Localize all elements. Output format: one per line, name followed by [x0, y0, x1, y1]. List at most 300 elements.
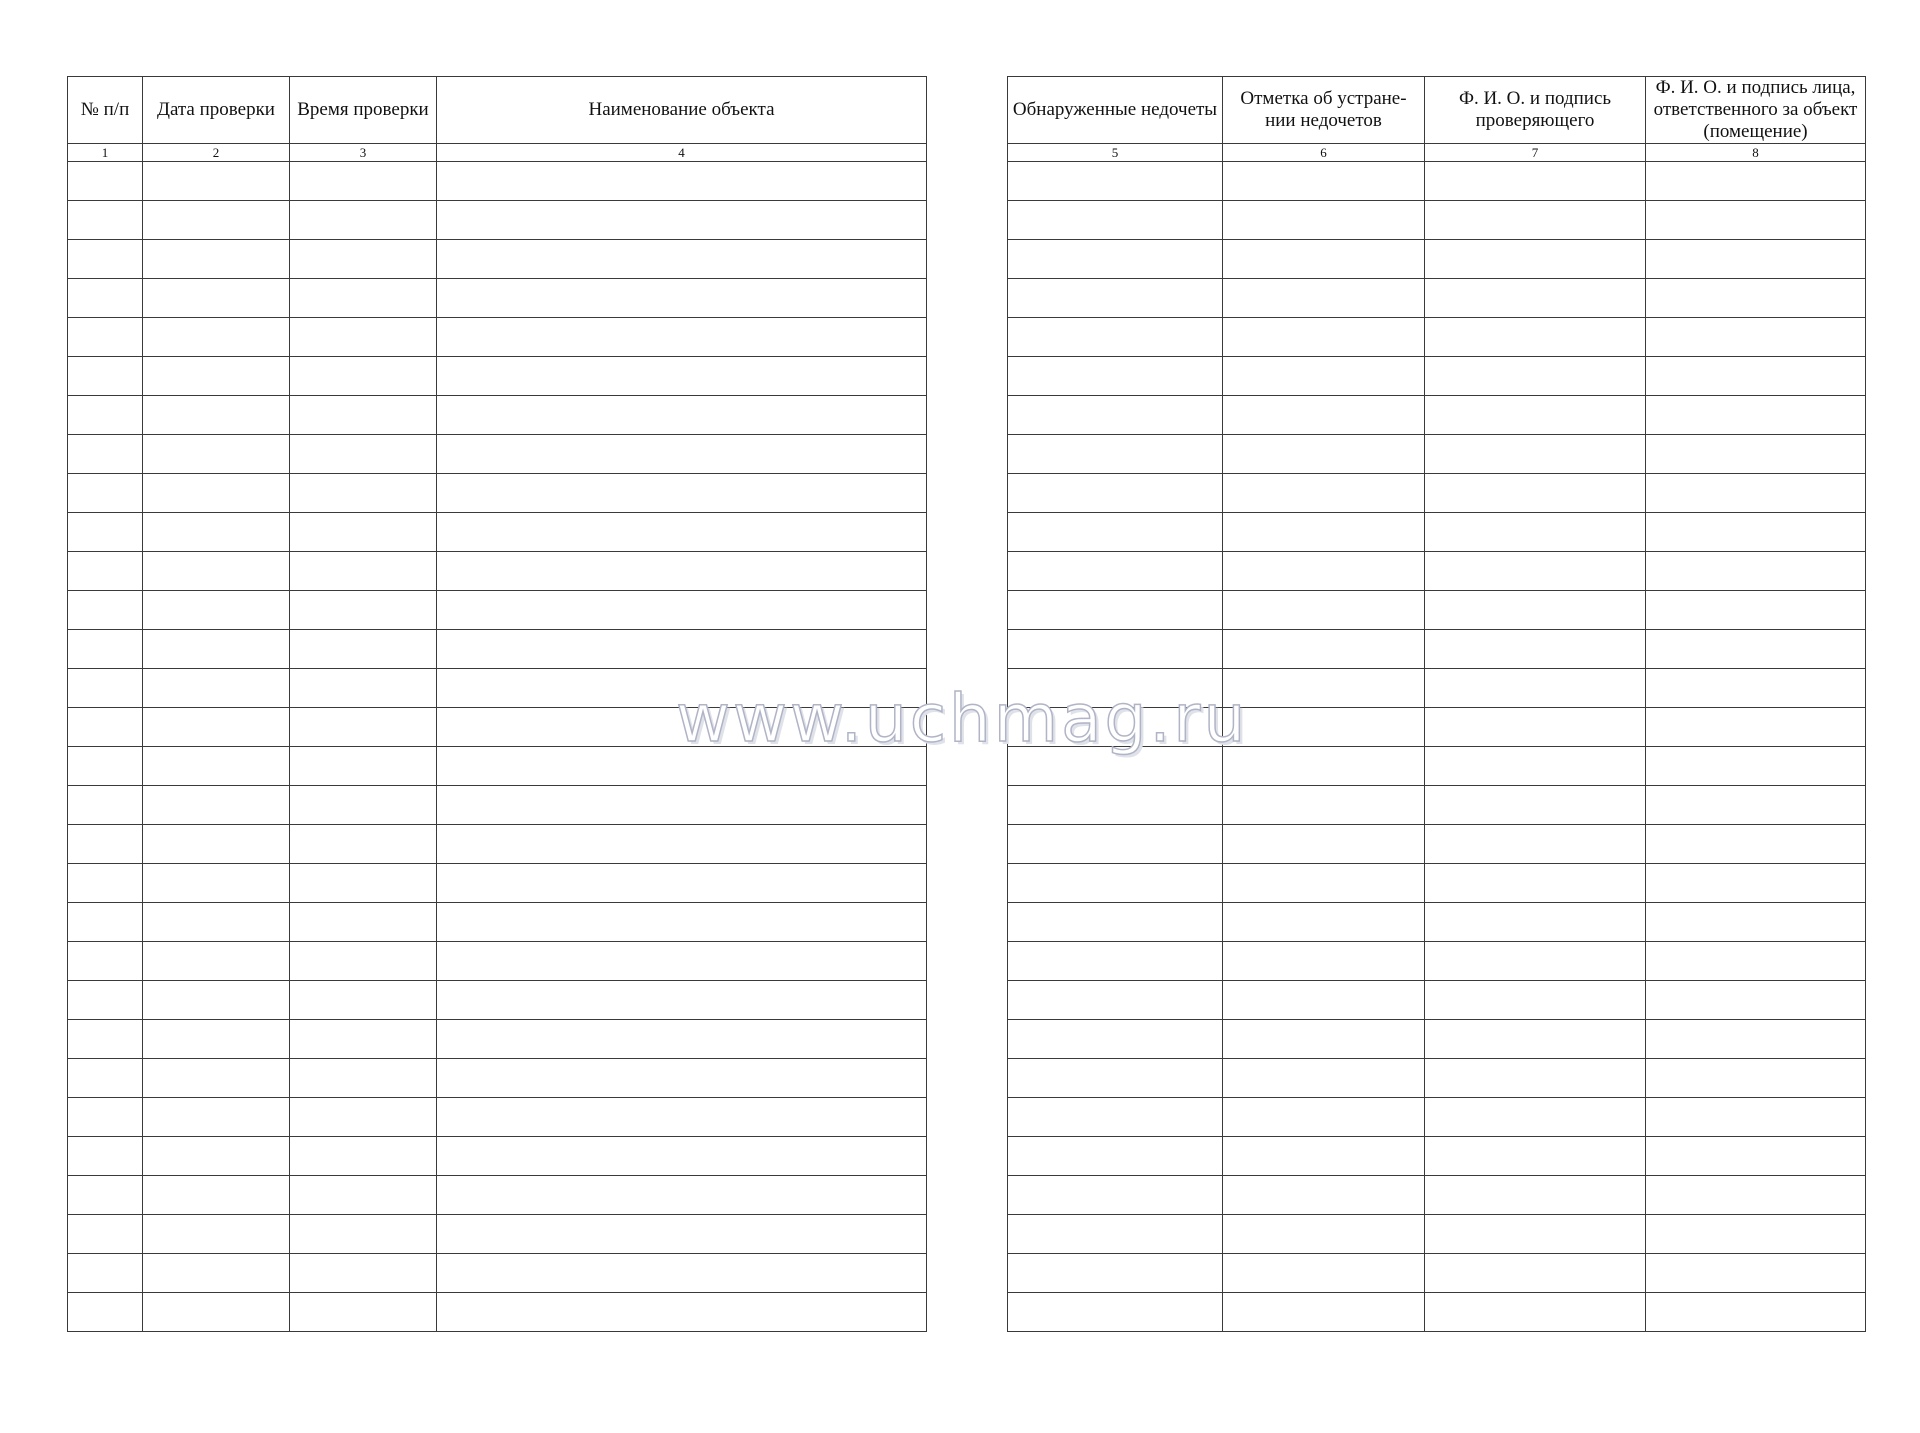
table-cell	[290, 201, 437, 240]
table-cell	[290, 747, 437, 786]
table-cell	[1223, 864, 1425, 903]
table-cell	[1646, 708, 1866, 747]
table-cell	[290, 474, 437, 513]
table-cell	[143, 669, 290, 708]
table-cell	[68, 981, 143, 1020]
table-cell	[143, 708, 290, 747]
table-cell	[143, 1020, 290, 1059]
table-cell	[1008, 591, 1223, 630]
table-cell	[1008, 1176, 1223, 1215]
table-cell	[1223, 474, 1425, 513]
table-row	[1008, 513, 1866, 552]
table-cell	[1425, 357, 1646, 396]
table-row	[68, 747, 927, 786]
inspection-log-right-table	[1007, 76, 1866, 1332]
table-cell	[290, 786, 437, 825]
table-row	[68, 279, 927, 318]
table-row	[1008, 1059, 1866, 1098]
table-cell	[1425, 1254, 1646, 1293]
table-row	[1008, 708, 1866, 747]
table-cell	[1425, 747, 1646, 786]
table-cell	[1425, 435, 1646, 474]
table-cell	[143, 942, 290, 981]
table-cell	[1008, 981, 1223, 1020]
table-cell	[1646, 1098, 1866, 1137]
table-cell	[143, 1215, 290, 1254]
table-cell	[437, 864, 927, 903]
table-cell	[1646, 1137, 1866, 1176]
table-cell	[1223, 1098, 1425, 1137]
table-cell	[1425, 981, 1646, 1020]
table-cell	[1646, 279, 1866, 318]
table-cell	[1008, 318, 1223, 357]
table-cell	[1425, 630, 1646, 669]
table-cell	[1223, 981, 1425, 1020]
table-cell	[1223, 1254, 1425, 1293]
table-cell	[1223, 1215, 1425, 1254]
table-cell	[1223, 1293, 1425, 1332]
table-cell	[1008, 357, 1223, 396]
table-row	[68, 1020, 927, 1059]
table-cell	[1008, 1059, 1223, 1098]
table-cell	[143, 474, 290, 513]
table-cell	[68, 786, 143, 825]
header-cell-object-name: Наименование объекта	[437, 77, 927, 144]
table-cell	[1008, 201, 1223, 240]
table-cell	[1223, 1020, 1425, 1059]
table-cell	[1425, 162, 1646, 201]
table-cell	[1008, 786, 1223, 825]
table-cell	[1008, 903, 1223, 942]
table-cell	[1646, 1059, 1866, 1098]
table-cell	[68, 201, 143, 240]
table-cell	[68, 1176, 143, 1215]
table-row	[1008, 630, 1866, 669]
table-cell	[68, 825, 143, 864]
table-cell	[68, 279, 143, 318]
table-cell	[143, 396, 290, 435]
table-row	[1008, 1293, 1866, 1332]
table-cell	[1008, 552, 1223, 591]
table-cell	[143, 318, 290, 357]
column-number: 2	[143, 144, 290, 162]
header-cell-time: Время проверки	[290, 77, 437, 144]
column-number: 1	[68, 144, 143, 162]
table-row	[68, 591, 927, 630]
table-cell	[68, 864, 143, 903]
table-row	[1008, 162, 1866, 201]
table-cell	[437, 1254, 927, 1293]
table-cell	[143, 864, 290, 903]
table-cell	[1425, 1059, 1646, 1098]
table-cell	[1646, 591, 1866, 630]
table-cell	[290, 357, 437, 396]
table-cell	[290, 864, 437, 903]
header-cell-defects-fixed: Отметка об устране-нии недочетов	[1223, 77, 1425, 144]
header-cell-defects-found: Обнаруженные недочеты	[1008, 77, 1223, 144]
table-cell	[1425, 318, 1646, 357]
table-cell	[143, 357, 290, 396]
header-row	[68, 77, 927, 144]
table-row	[68, 1254, 927, 1293]
table-cell	[68, 1098, 143, 1137]
table-cell	[437, 1137, 927, 1176]
table-cell	[143, 240, 290, 279]
table-row	[68, 1215, 927, 1254]
table-cell	[437, 1293, 927, 1332]
table-cell	[1425, 513, 1646, 552]
table-cell	[1223, 708, 1425, 747]
table-cell	[1425, 864, 1646, 903]
table-cell	[1425, 552, 1646, 591]
table-row	[1008, 318, 1866, 357]
table-row	[68, 981, 927, 1020]
table-cell	[143, 1137, 290, 1176]
table-cell	[1425, 669, 1646, 708]
table-cell	[437, 903, 927, 942]
table-cell	[290, 396, 437, 435]
column-number: 8	[1646, 144, 1866, 162]
table-cell	[437, 942, 927, 981]
table-cell	[437, 630, 927, 669]
table-cell	[1646, 396, 1866, 435]
table-row	[1008, 591, 1866, 630]
header-cell-inspector-signature: Ф. И. О. и подпись проверяющего	[1425, 77, 1646, 144]
header-cell-number: № п/п	[68, 77, 143, 144]
table-row	[68, 318, 927, 357]
table-row	[1008, 1215, 1866, 1254]
table-cell	[1646, 318, 1866, 357]
table-cell	[1646, 240, 1866, 279]
table-cell	[68, 1137, 143, 1176]
table-cell	[437, 747, 927, 786]
table-cell	[1425, 1176, 1646, 1215]
table-cell	[1425, 1137, 1646, 1176]
table-cell	[437, 669, 927, 708]
header-row	[1008, 77, 1866, 144]
table-cell	[1425, 825, 1646, 864]
table-cell	[1008, 435, 1223, 474]
table-cell	[68, 162, 143, 201]
table-cell	[290, 825, 437, 864]
table-cell	[1223, 669, 1425, 708]
table-cell	[68, 747, 143, 786]
table-row	[68, 474, 927, 513]
table-cell	[1646, 435, 1866, 474]
table-cell	[437, 981, 927, 1020]
table-cell	[1223, 357, 1425, 396]
table-cell	[1646, 1254, 1866, 1293]
table-row	[68, 630, 927, 669]
table-cell	[1223, 240, 1425, 279]
table-cell	[1646, 786, 1866, 825]
table-cell	[143, 435, 290, 474]
table-cell	[68, 708, 143, 747]
table-cell	[1223, 1059, 1425, 1098]
table-row	[68, 435, 927, 474]
table-row	[1008, 1254, 1866, 1293]
table-cell	[68, 513, 143, 552]
table-cell	[1008, 279, 1223, 318]
table-cell	[68, 1254, 143, 1293]
table-row	[1008, 240, 1866, 279]
table-cell	[1008, 864, 1223, 903]
table-row	[1008, 1137, 1866, 1176]
table-cell	[1646, 942, 1866, 981]
table-row	[68, 1176, 927, 1215]
table-cell	[1425, 240, 1646, 279]
table-cell	[437, 1020, 927, 1059]
table-cell	[437, 1098, 927, 1137]
table-cell	[1425, 1215, 1646, 1254]
table-cell	[1223, 279, 1425, 318]
table-cell	[1223, 318, 1425, 357]
table-cell	[1008, 396, 1223, 435]
table-row	[1008, 435, 1866, 474]
table-cell	[68, 1020, 143, 1059]
table-cell	[143, 825, 290, 864]
table-cell	[143, 513, 290, 552]
table-cell	[290, 318, 437, 357]
table-cell	[290, 708, 437, 747]
table-cell	[143, 747, 290, 786]
table-row	[1008, 552, 1866, 591]
table-row	[1008, 1020, 1866, 1059]
table-cell	[143, 201, 290, 240]
site-watermark: www.uchmag.ru	[676, 680, 1249, 757]
table-cell	[437, 162, 927, 201]
table-row	[68, 786, 927, 825]
table-row	[68, 552, 927, 591]
table-cell	[68, 240, 143, 279]
table-cell	[1425, 474, 1646, 513]
table-cell	[1008, 1293, 1223, 1332]
table-row	[68, 669, 927, 708]
table-cell	[1008, 1137, 1223, 1176]
table-cell	[1425, 1020, 1646, 1059]
table-cell	[437, 318, 927, 357]
table-cell	[1223, 630, 1425, 669]
table-row	[1008, 825, 1866, 864]
table-cell	[290, 1137, 437, 1176]
table-cell	[1008, 1254, 1223, 1293]
table-row	[68, 357, 927, 396]
table-cell	[1646, 825, 1866, 864]
table-cell	[437, 1059, 927, 1098]
table-cell	[290, 1098, 437, 1137]
table-cell	[143, 1293, 290, 1332]
table-cell	[68, 474, 143, 513]
table-cell	[143, 1098, 290, 1137]
table-cell	[68, 1215, 143, 1254]
table-cell	[1425, 708, 1646, 747]
table-cell	[1008, 513, 1223, 552]
table-cell	[1223, 942, 1425, 981]
table-row	[1008, 201, 1866, 240]
table-row	[1008, 279, 1866, 318]
table-cell	[68, 669, 143, 708]
table-cell	[1008, 708, 1223, 747]
table-cell	[1646, 864, 1866, 903]
table-cell	[1008, 1098, 1223, 1137]
table-cell	[1223, 513, 1425, 552]
table-cell	[290, 903, 437, 942]
table-cell	[1425, 942, 1646, 981]
table-cell	[1008, 669, 1223, 708]
table-row	[1008, 396, 1866, 435]
table-cell	[437, 357, 927, 396]
table-cell	[437, 1215, 927, 1254]
table-cell	[437, 591, 927, 630]
table-cell	[1223, 162, 1425, 201]
table-cell	[290, 669, 437, 708]
table-row	[1008, 864, 1866, 903]
table-cell	[1223, 825, 1425, 864]
table-cell	[437, 825, 927, 864]
table-cell	[68, 942, 143, 981]
table-cell	[1646, 357, 1866, 396]
table-cell	[143, 162, 290, 201]
column-number: 3	[290, 144, 437, 162]
table-cell	[290, 630, 437, 669]
column-number-row	[68, 144, 927, 162]
table-cell	[1425, 1293, 1646, 1332]
column-number: 4	[437, 144, 927, 162]
table-cell	[1425, 903, 1646, 942]
table-cell	[1646, 201, 1866, 240]
table-cell	[68, 396, 143, 435]
table-cell	[143, 591, 290, 630]
table-row	[68, 1098, 927, 1137]
table-cell	[290, 279, 437, 318]
table-row	[1008, 981, 1866, 1020]
table-row	[68, 825, 927, 864]
table-cell	[437, 279, 927, 318]
table-cell	[290, 1215, 437, 1254]
table-cell	[290, 162, 437, 201]
table-cell	[437, 552, 927, 591]
table-cell	[1008, 240, 1223, 279]
table-cell	[143, 1059, 290, 1098]
table-cell	[1425, 396, 1646, 435]
table-cell	[1646, 1293, 1866, 1332]
table-cell	[1223, 201, 1425, 240]
table-cell	[290, 981, 437, 1020]
table-cell	[143, 552, 290, 591]
table-cell	[290, 513, 437, 552]
table-row	[1008, 1098, 1866, 1137]
table-cell	[143, 630, 290, 669]
table-cell	[290, 1293, 437, 1332]
table-row	[68, 513, 927, 552]
table-cell	[1646, 1215, 1866, 1254]
table-row	[68, 396, 927, 435]
table-cell	[437, 240, 927, 279]
table-cell	[1008, 942, 1223, 981]
table-row	[68, 162, 927, 201]
table-cell	[1223, 552, 1425, 591]
table-cell	[290, 1254, 437, 1293]
table-cell	[290, 942, 437, 981]
table-row	[1008, 357, 1866, 396]
table-cell	[1646, 162, 1866, 201]
table-cell	[68, 552, 143, 591]
table-cell	[68, 1293, 143, 1332]
table-cell	[290, 240, 437, 279]
table-cell	[1646, 630, 1866, 669]
table-cell	[437, 435, 927, 474]
table-cell	[1008, 747, 1223, 786]
table-cell	[1223, 747, 1425, 786]
table-cell	[1646, 903, 1866, 942]
table-cell	[1425, 786, 1646, 825]
table-cell	[1646, 1020, 1866, 1059]
table-cell	[1425, 591, 1646, 630]
table-cell	[68, 318, 143, 357]
table-cell	[1223, 1137, 1425, 1176]
inspection-log-left-table	[67, 76, 927, 1332]
table-cell	[437, 474, 927, 513]
table-cell	[68, 357, 143, 396]
table-row	[68, 1059, 927, 1098]
column-number: 7	[1425, 144, 1646, 162]
table-cell	[290, 552, 437, 591]
table-cell	[437, 708, 927, 747]
table-row	[68, 240, 927, 279]
table-cell	[1223, 396, 1425, 435]
table-cell	[437, 513, 927, 552]
table-cell	[1223, 786, 1425, 825]
table-cell	[1646, 747, 1866, 786]
column-number: 6	[1223, 144, 1425, 162]
table-cell	[68, 903, 143, 942]
table-cell	[290, 591, 437, 630]
table-cell	[1008, 1215, 1223, 1254]
table-cell	[1223, 1176, 1425, 1215]
table-cell	[1646, 552, 1866, 591]
header-cell-date: Дата проверки	[143, 77, 290, 144]
table-cell	[143, 786, 290, 825]
table-cell	[290, 435, 437, 474]
table-cell	[143, 279, 290, 318]
table-cell	[437, 396, 927, 435]
table-cell	[290, 1176, 437, 1215]
table-cell	[1008, 474, 1223, 513]
table-row	[68, 708, 927, 747]
table-row	[68, 864, 927, 903]
table-cell	[437, 786, 927, 825]
table-cell	[1646, 513, 1866, 552]
table-cell	[1223, 591, 1425, 630]
table-cell	[68, 435, 143, 474]
table-row	[68, 1137, 927, 1176]
table-cell	[1646, 474, 1866, 513]
table-row	[1008, 474, 1866, 513]
table-cell	[1646, 981, 1866, 1020]
table-cell	[1425, 201, 1646, 240]
table-row	[1008, 669, 1866, 708]
table-row	[1008, 903, 1866, 942]
header-cell-responsible-signature: Ф. И. О. и подпись лица, ответственного за объект (помещение)	[1646, 77, 1866, 144]
table-cell	[437, 1176, 927, 1215]
table-cell	[1008, 825, 1223, 864]
table-row	[68, 903, 927, 942]
table-cell	[143, 981, 290, 1020]
table-row	[68, 1293, 927, 1332]
table-cell	[1008, 162, 1223, 201]
table-row	[1008, 747, 1866, 786]
table-cell	[143, 1176, 290, 1215]
